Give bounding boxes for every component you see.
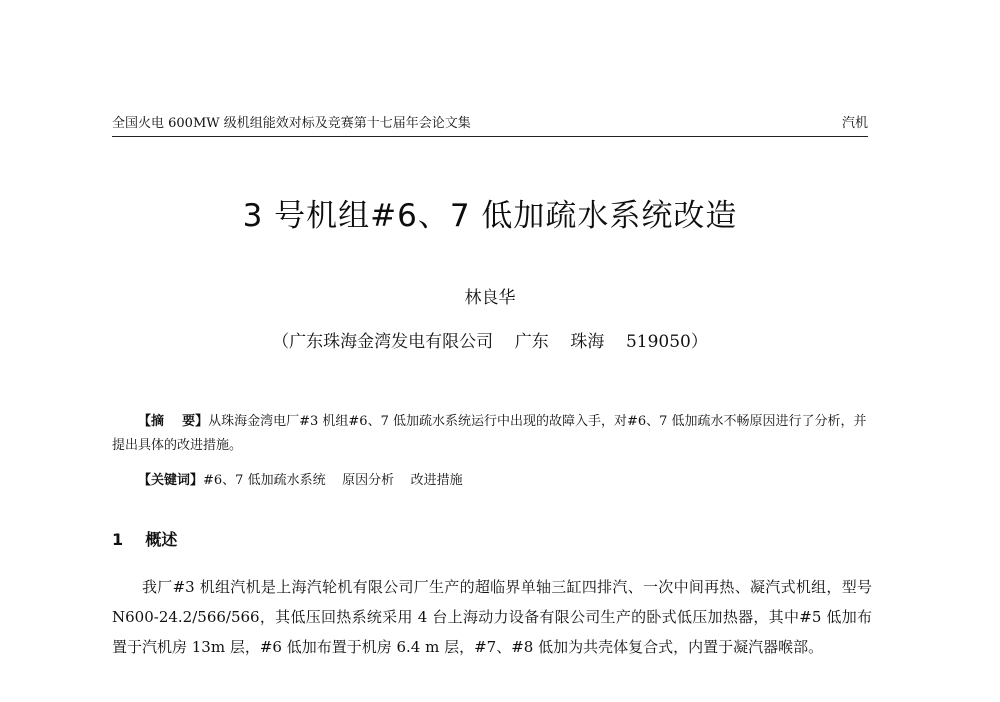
section-heading: 1 概述 xyxy=(112,530,178,549)
author-affiliation: （广东珠海金湾发电有限公司 广东 珠海 519050） xyxy=(272,332,708,352)
keywords-text: #6、7 低加疏水系统 原因分析 改进措施 xyxy=(203,473,463,488)
keywords-label: 【关键词】 xyxy=(138,473,204,488)
body-paragraph: 我厂#3 机组汽机是上海汽轮机有限公司厂生产的超临界单轴三缸四排汽、一次中间再热、凝汽式机组，型号 N600-24.2/566/566，其低压回热系统采用 4 台上海动力设备有限公司生产的卧式低压加热器，其中#5 低加布置于汽机房 13m 层，#6 低加布置于机房 6.4 m 层，#7、#8 低加为共壳体复合式，内置于凝汽器喉部。 xyxy=(112,578,872,656)
author-name: 林良华 xyxy=(464,288,516,308)
keywords-block xyxy=(138,470,463,492)
abstract-block xyxy=(112,410,868,458)
running-header-proceedings-title: 全国火电 600MW 级机组能效对标及竞赛第十七届年会论文集 xyxy=(112,116,471,131)
running-header xyxy=(112,114,868,137)
abstract-text: 从珠海金湾电厂#3 机组#6、7 低加疏水系统运行中出现的故障入手，对#6、7 低加疏水不畅原因进行了分析，并提出具体的改进措施。 xyxy=(112,414,867,453)
running-header-section: 汽机 xyxy=(841,116,868,131)
abstract-label: 【摘 要】 xyxy=(138,414,209,429)
paper-title: 3 号机组#6、7 低加疏水系统改造 xyxy=(242,198,738,234)
